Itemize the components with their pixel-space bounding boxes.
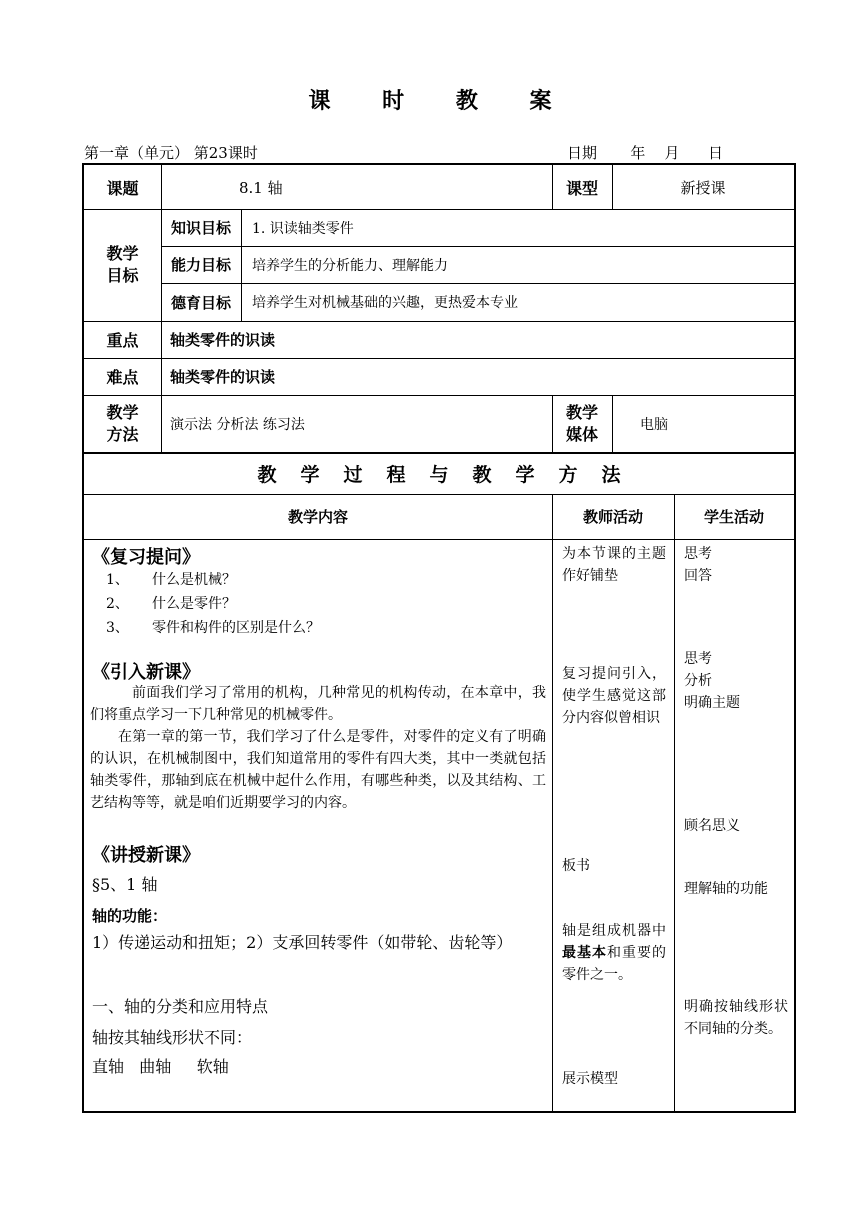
difficulty-value: 轴类零件的识读 (170, 368, 276, 386)
moral-goal-value: 培养学生对机械基础的兴趣，更热爱本专业 (252, 295, 518, 311)
classify-heading: 一、轴的分类和应用特点 (92, 997, 269, 1016)
method-label: 教学方法 (106, 402, 139, 444)
review-item-2-num: 2、 (106, 596, 129, 612)
function-label: 轴的功能： (92, 907, 168, 925)
teacher-note-4: 轴是组成机器中最基本和重要的零件之一。 (562, 923, 666, 983)
media-value: 电脑 (640, 416, 668, 433)
teacher-note-5: 展示模型 (562, 1071, 618, 1087)
moral-goal-label: 德育目标 (170, 293, 231, 312)
function-text: 1）传递运动和扭矩；2）支承回转零件（如带轮、齿轮等） (92, 933, 513, 952)
intro-heading: 《引入新课》 (92, 662, 200, 683)
type-label: 课型 (565, 178, 598, 198)
intro-paragraph-1: 前面我们学习了常用的机构，几种常见的机构传动，在本章中，我们将重点学习一下几种常见的机械零件。 (90, 685, 546, 723)
student-note-2a: 思考 (684, 651, 712, 667)
classify-by: 轴按其轴线形状不同： (92, 1028, 253, 1047)
topic-label: 课题 (106, 178, 139, 198)
review-item-3-num: 3、 (106, 620, 129, 636)
ability-goal-value: 培养学生的分析能力、理解能力 (252, 257, 448, 274)
key-point-label: 重点 (106, 331, 139, 350)
page-title: 课 时 教 案 (308, 89, 574, 114)
knowledge-goal-value: 1. 识读轴类零件 (252, 220, 354, 237)
intro-paragraph-2: 在第一章的第一节，我们学习了什么是零件，对零件的定义有了明确的认识，在机械制图中，我们知道常用的零件有四大类，其中一类就包括轴类零件，那轴到底在机械中起什么作用，有哪些种类，以及其结构、工艺结构等等，就是咱们近期要学习的内容。 (90, 729, 546, 811)
review-heading: 《复习提问》 (92, 547, 200, 568)
section-number: §5、1 轴 (92, 875, 158, 894)
teacher-note-2: 复习提问引入，使学生感觉这部分内容似曾相识 (562, 666, 666, 726)
review-item-1-num: 1、 (106, 572, 129, 588)
review-item-1: 什么是机械？ (152, 572, 236, 588)
review-item-3: 零件和构件的区别是什么？ (152, 620, 320, 636)
topic-value: 8.1 轴 (239, 178, 283, 197)
student-note-3: 顾名思义 (684, 818, 740, 834)
key-point-value: 轴类零件的识读 (170, 331, 276, 349)
teacher-column-header: 教师活动 (582, 508, 643, 526)
method-value: 演示法 分析法 练习法 (170, 416, 305, 433)
student-note-2b: 分析 (684, 673, 712, 689)
teacher-note-3: 板书 (562, 858, 590, 874)
lesson-plan-table (82, 163, 796, 1113)
student-column-header: 学生活动 (703, 508, 764, 526)
date-info: 日期 年 月 日 (567, 144, 724, 162)
process-title: 教学过程与教学方法 (257, 464, 645, 486)
type-value: 新授课 (680, 178, 726, 197)
student-note-4: 理解轴的功能 (684, 881, 768, 897)
student-note-1b: 回答 (684, 568, 712, 584)
student-note-5: 明确按轴线形状不同轴的分类。 (684, 999, 788, 1037)
classify-types: 直轴 曲轴 软轴 (92, 1057, 229, 1076)
knowledge-goal-label: 知识目标 (170, 219, 231, 237)
student-note-2c: 明确主题 (684, 695, 740, 711)
difficulty-label: 难点 (106, 368, 139, 387)
chapter-info: 第一章（单元） 第23课时 (84, 144, 258, 162)
content-column-header: 教学内容 (287, 508, 348, 526)
goals-label: 教学目标 (106, 244, 139, 285)
lecture-heading: 《讲授新课》 (92, 845, 200, 866)
review-item-2: 什么是零件？ (152, 596, 236, 612)
media-label: 教学媒体 (565, 402, 598, 444)
student-note-1a: 思考 (684, 546, 712, 562)
teacher-note-1: 为本节课的主题作好铺垫 (562, 546, 666, 584)
ability-goal-label: 能力目标 (170, 256, 231, 274)
